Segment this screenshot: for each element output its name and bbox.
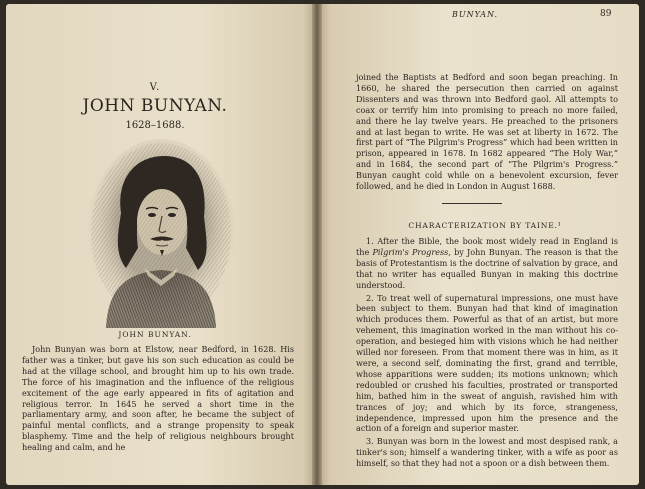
bunyan-portrait <box>86 138 236 328</box>
continued-paragraph: joined the Baptists at Bedford and soon began preaching. In 1660, he shared the persecution then carried on against Dissenters and was thrown into Bedford gaol. All attempts to coax or terrify him into promising to preach no more failed, and there he lay twelve years. He preached to the prisoners and at last began to write. He was set at liberty in 1672. The first part of “The Pilgrim's Progress” which had been written in prison, appeared in 1678. In 1682 appeared “The Holy War,” and in 1684, the second part of “The Pilgrim's Progress.” Bunyan caught cold while on a benevolent excursion, fever followed, and he died in London in August 1688. <box>356 72 618 192</box>
left-paragraph: John Bunyan was born at Elstow, near Bedford, in 1628. His father was a tinker, but gave his son such education as could be had at the village school, and brought him up to his own trade. The force of his imagination and the influence of the religious excitement of the age early appeared in fits of agitation and religious terror. In 1645 he served a short time in the parliamentary army, and soon after, he became the subject of painful mental conflicts, and a strange propensity to speak blasphemy. Time and the help of religious neighbours brought healing and calm, and he <box>22 344 294 453</box>
paragraph-2: 2. To treat well of supernatural impressions, one must have been subject to them. Bunyan had that kind of imagination which produces them. Powerful as that of an artist, but more vehement, this imagination worked in the man without his co-operation, and besieged him with visions which he had neither willed nor foreseen. From that moment there was in him, as it were, a second self, dominating the first, grand and terrible, whose apparitions were sudden; its motions unknown; which redoubled or crushed his faculties, prostrated or transported him, bathed him in the sweat of anguish, ravished him with trances of joy; and which by its force, strangeness, independence, impressed upon him the presence and the action of a foreign and superior master. <box>356 292 618 434</box>
paragraph-1 <box>356 236 618 291</box>
right-page-continued-text <box>356 72 618 192</box>
chapter-number: V. <box>149 82 161 93</box>
running-head: BUNYAN. <box>451 10 499 19</box>
portrait-caption: JOHN BUNYAN. <box>118 330 192 339</box>
chapter-dates: 1628–1688. <box>125 120 185 131</box>
paragraph-1-start: 1. After the Bible, the book most widely read in England is the <box>356 236 618 257</box>
section-heading: CHARACTERIZATION BY TAINE.¹ <box>408 221 562 230</box>
page-number: 89 <box>600 9 612 19</box>
paragraph-3: 3. Bunyan was born in the lowest and most despised rank, a tinker's son; himself a wandering tinker, with a wife as poor as himself, so that they had not a spoon or a dish between them. <box>356 436 618 469</box>
left-page-body <box>22 344 294 453</box>
chapter-title: JOHN BUNYAN. <box>82 96 228 116</box>
paragraph-1-end: by John Bunyan. The reason is that the basis of Protestantism is the doctrine of salvation by grace, and that no writer has equalled Bunyan in making this doctrine understood. <box>356 246 619 290</box>
right-page-body <box>356 236 618 471</box>
book-title-italic: Pilgrim's Progress, <box>372 246 451 257</box>
section-divider <box>442 203 502 204</box>
book-gutter <box>312 4 322 485</box>
